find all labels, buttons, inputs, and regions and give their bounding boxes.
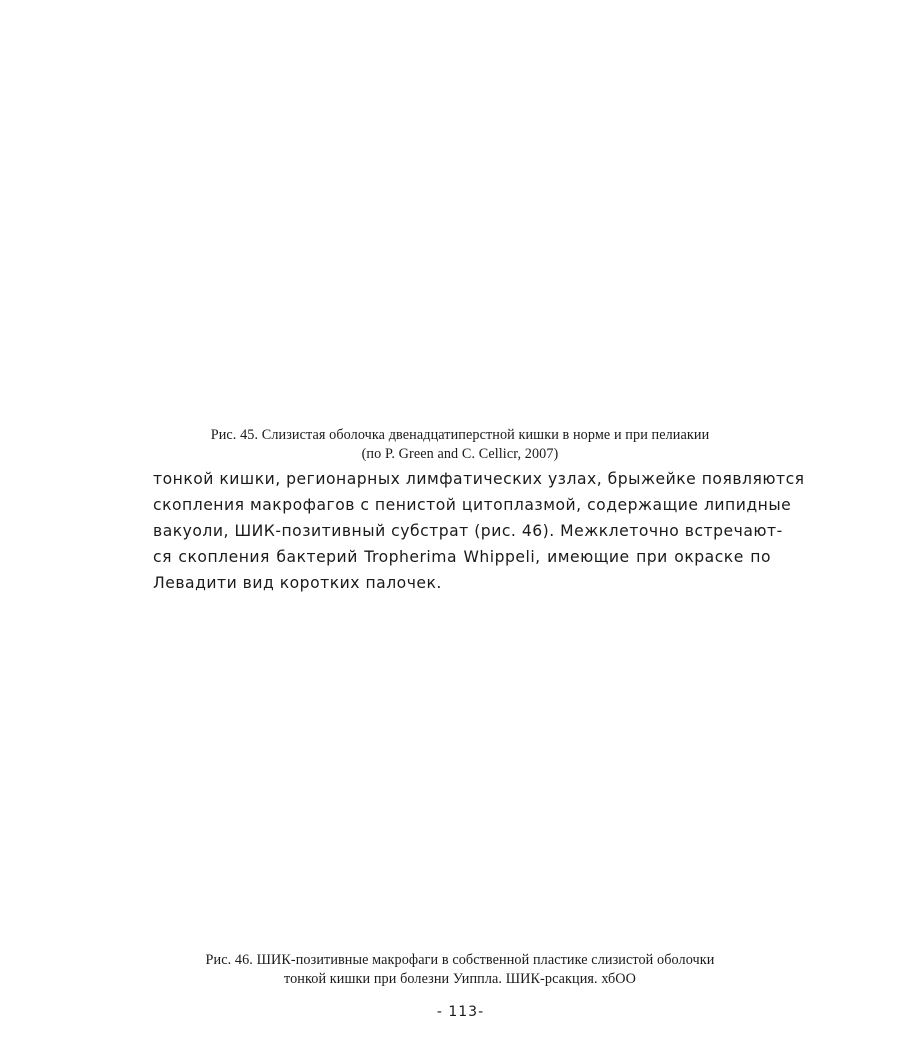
figure-45-caption-line-1: Рис. 45. Слизистая оболочка двенадцатиперстной кишки в норме и при пелиакии: [210, 427, 710, 443]
body-line-1: тонкой кишки, регионарных лимфатических узлах, брыжейке появляются: [153, 470, 805, 488]
body-line-2: скопления макрофагов с пенистой цитоплазмой, содержащие липидные: [153, 496, 792, 514]
figure-46-area: [150, 600, 775, 945]
figure-45-caption: [120, 426, 800, 464]
body-paragraph: [153, 466, 805, 596]
figure-45-caption-line-2: (по P. Green and C. Cellicr, 2007): [361, 446, 559, 462]
figure-46-caption-line-2: тонкой кишки при болезни Уиппла. ШИК-рсакция. хбОО: [284, 971, 636, 987]
figure-45-area: [150, 20, 775, 420]
page-number: - 113-: [436, 1004, 485, 1020]
figure-46-caption: [120, 951, 800, 989]
body-line-5: Левадити вид коротких палочек.: [153, 574, 442, 592]
body-line-3: вакуоли, ШИК-позитивный субстрат (рис. 46). Межклеточно встречают-: [153, 522, 783, 540]
figure-46-caption-line-1: Рис. 46. ШИК-позитивные макрофаги в собственной пластике слизистой оболочки: [205, 952, 715, 968]
body-line-4: ся скопления бактерий Tropherima Whippeli, имеющие при окраске по: [153, 548, 771, 566]
